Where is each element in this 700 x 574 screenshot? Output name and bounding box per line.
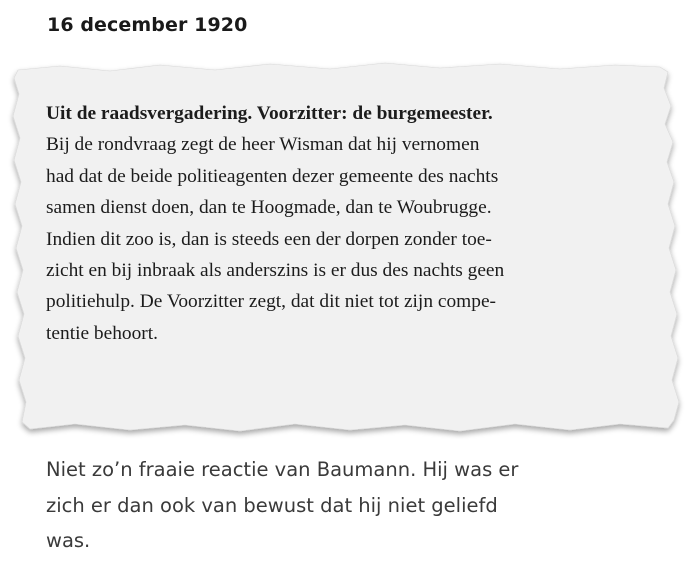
date-heading: 16 december 1920 [47,14,248,36]
clipping-headline: Uit de raadsvergadering. Voorzitter: de burgemeester. [46,103,493,124]
clipping-text [46,98,686,349]
clipping-line: politiehulp. De Voorzitter zegt, dat dit niet tot zijn compe- [46,291,497,313]
commentary-line: zich er dan ook van bewust dat hij niet geliefd [46,493,498,517]
commentary-line: was. [46,529,91,552]
newspaper-clipping [0,58,700,442]
clipping-line: zicht en bij inbraak als anderszins is er dus des nachts geen [46,260,505,282]
commentary-paragraph [46,452,666,559]
clipping-line: had dat de beide politieagenten dezer gemeente des nachts [46,165,499,187]
commentary-line: Niet zo’n fraaie reactie van Baumann. Hij was er [46,458,519,481]
clipping-line: samen dienst doen, dan te Hoogmade, dan te Woubrugge. [46,197,492,219]
clipping-line: Bij de rondvraag zegt de heer Wisman dat hij vernomen [46,134,480,156]
clipping-line: Indien dit zoo is, dan is steeds een der dorpen zonder toe- [46,228,492,250]
clipping-line: tentie behoort. [46,322,158,344]
